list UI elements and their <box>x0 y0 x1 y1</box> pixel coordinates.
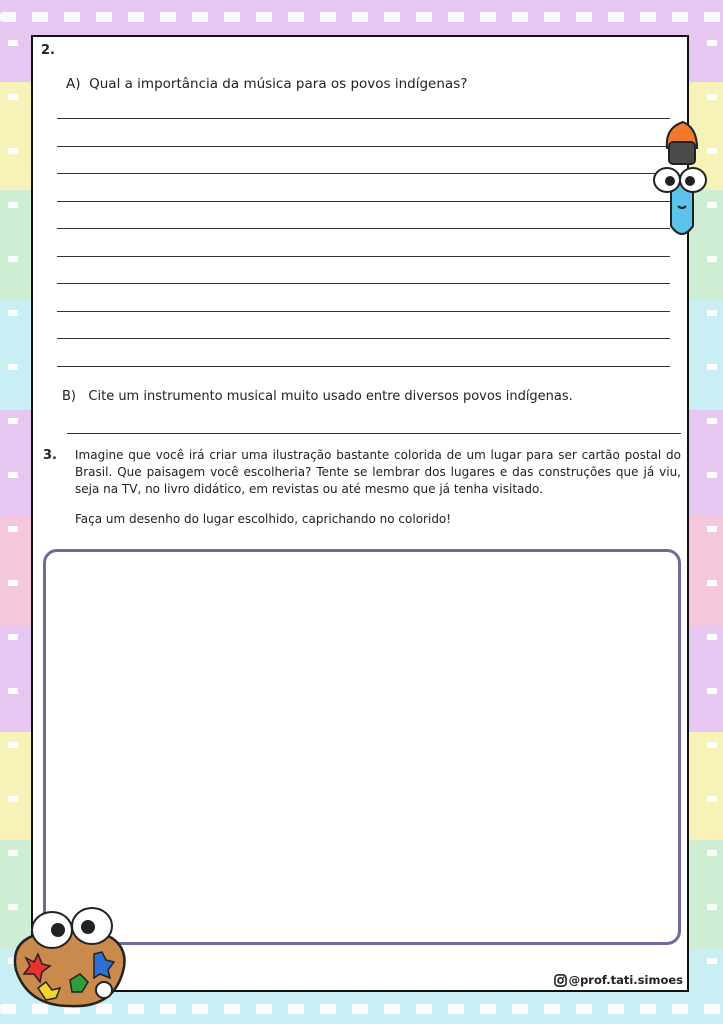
credit-handle: @prof.tati.simoes <box>568 973 683 987</box>
answer-line[interactable] <box>57 118 670 119</box>
answer-line[interactable] <box>57 173 670 174</box>
answer-line[interactable] <box>57 146 670 147</box>
paintbrush-character-icon <box>645 118 715 243</box>
answer-line[interactable] <box>57 311 670 312</box>
question-2-number: 2. <box>41 43 55 58</box>
question-3-number: 3. <box>43 448 57 463</box>
question-3-instruction: Faça um desenho do lugar escolhido, caprichando no colorido! <box>75 512 452 526</box>
answer-line[interactable] <box>57 228 670 229</box>
answer-line[interactable] <box>67 433 681 434</box>
question-2a-prefix: A) <box>66 76 81 92</box>
question-2b-text: Cite um instrumento musical muito usado entre diversos povos indígenas. <box>88 389 573 404</box>
paint-palette-character-icon <box>8 900 132 1012</box>
instagram-icon <box>554 974 567 987</box>
decorative-dots-left <box>8 40 18 990</box>
question-3-text: Imagine que você irá criar uma ilustração bastante colorida de um lugar para ser cartão postal do Brasil. Que paisagem você escolheria? Tente se lembrar dos lugares e das construções que já viu, seja na TV, no livro didático, em revistas ou até mesmo que já tenha visitado. <box>75 448 681 496</box>
worksheet <box>31 35 689 992</box>
answer-line[interactable] <box>57 283 670 284</box>
drawing-area[interactable] <box>43 549 681 945</box>
question-2b-prefix: B) <box>62 389 76 404</box>
answer-line[interactable] <box>57 338 670 339</box>
answer-line[interactable] <box>57 366 670 367</box>
answer-line[interactable] <box>57 201 670 202</box>
credit <box>554 973 683 987</box>
answer-line[interactable] <box>57 256 670 257</box>
decorative-dots-top <box>0 12 723 22</box>
question-2a-text: Qual a importância da música para os povos indígenas? <box>89 76 468 92</box>
question-2a <box>66 76 467 92</box>
question-2b <box>62 389 573 404</box>
